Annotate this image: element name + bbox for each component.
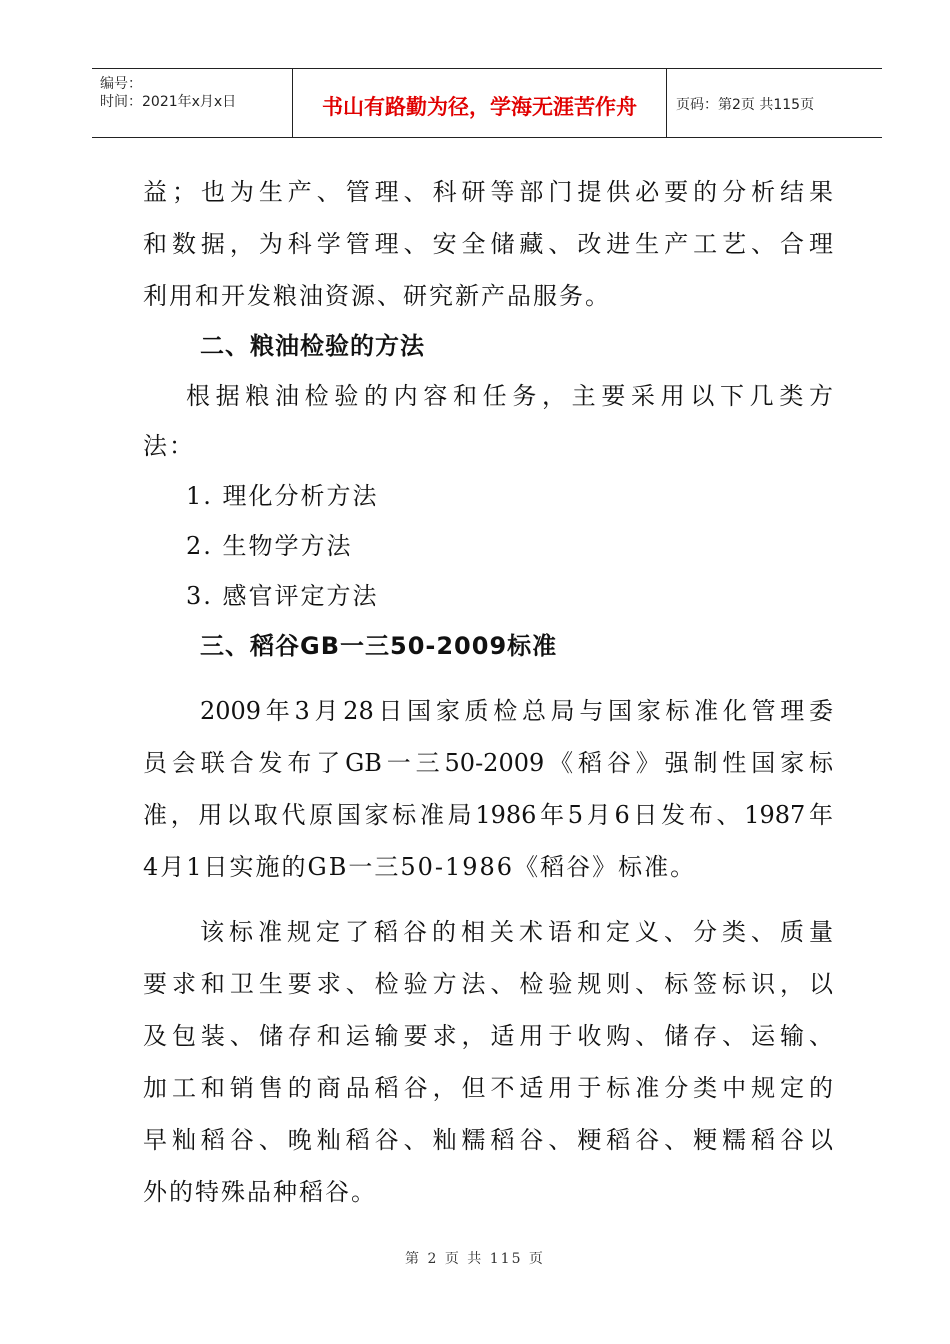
time-label: 时间：2021年x月x日	[100, 94, 237, 110]
paragraph-line: 早籼稻谷、晚籼稻谷、籼糯稻谷、粳稻谷、粳糯稻谷以	[143, 1126, 833, 1154]
header-motto: 书山有路勤为径，学海无涯苦作舟	[322, 95, 637, 119]
list-item: 1. 理化分析方法	[186, 482, 379, 510]
list-item: 2. 生物学方法	[186, 532, 353, 560]
paragraph-line: 4月1日实施的GB一三50-1986《稻谷》标准。	[143, 853, 697, 881]
paragraph-line: 2009年3月28日国家质检总局与国家标准化管理委	[200, 697, 833, 725]
paragraph-line: 加工和销售的商品稻谷，但不适用于标准分类中规定的	[143, 1074, 833, 1102]
header-motto-cell	[292, 69, 667, 137]
paragraph-line: 和数据，为科学管理、安全储藏、改进生产工艺、合理	[143, 230, 833, 258]
paragraph-line: 员会联合发布了GB一三50-2009《稻谷》强制性国家标	[143, 749, 833, 777]
section-heading: 三、稻谷GB一三50-2009标准	[200, 632, 558, 660]
paragraph-line: 法：	[143, 432, 195, 460]
page-header	[92, 68, 882, 138]
paragraph-line: 要求和卫生要求、检验方法、检验规则、标签标识，以	[143, 970, 833, 998]
section-heading: 二、粮油检验的方法	[200, 332, 425, 360]
paragraph-line: 根据粮油检验的内容和任务，主要采用以下几类方	[186, 382, 833, 410]
paragraph-line: 及包装、储存和运输要求，适用于收购、储存、运输、	[143, 1022, 833, 1050]
paragraph-line: 外的特殊品种稻谷。	[143, 1178, 377, 1206]
header-page-code: 页码：第2页 共115页	[676, 97, 815, 113]
paragraph-line: 利用和开发粮油资源、研究新产品服务。	[143, 282, 611, 310]
list-item: 3. 感官评定方法	[186, 582, 379, 610]
serial-number-label: 编号：	[100, 76, 142, 92]
paragraph-line: 该标准规定了稻谷的相关术语和定义、分类、质量	[200, 918, 833, 946]
paragraph-line: 准，用以取代原国家标准局1986年5月6日发布、1987年	[143, 801, 833, 829]
header-page-cell	[666, 69, 882, 137]
page-footer: 第 2 页 共 115 页	[405, 1251, 545, 1267]
header-meta-cell	[92, 69, 292, 137]
paragraph-line: 益；也为生产、管理、科研等部门提供必要的分析结果	[143, 178, 833, 206]
